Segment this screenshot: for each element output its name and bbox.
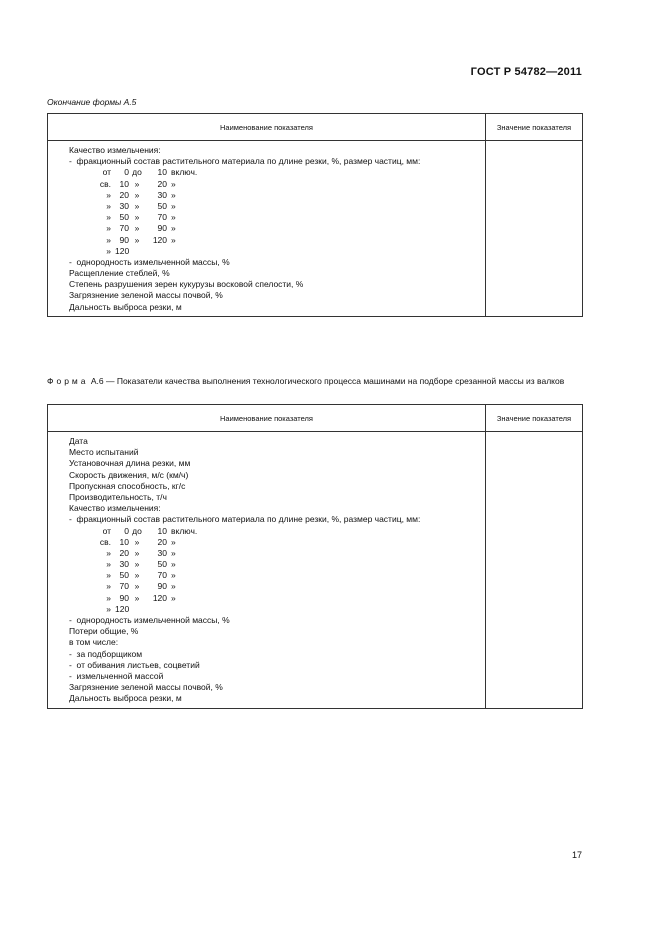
standard-code: ГОСТ Р 54782—2011 — [470, 66, 582, 78]
fraction-part: 50 — [157, 559, 167, 570]
indicator-list — [48, 141, 485, 316]
fraction-part: » — [171, 592, 176, 603]
indicator-line: Дальность выброса резки, м — [69, 693, 182, 704]
indicator-list — [48, 432, 485, 708]
fraction-row — [69, 570, 485, 581]
fraction-part: 30 — [157, 189, 167, 200]
indicator-line: в том числе: — [69, 637, 119, 648]
fraction-part: св. — [99, 178, 111, 189]
fraction-part: до — [132, 525, 142, 536]
page-number: 17 — [571, 850, 582, 860]
fraction-part: 10 — [157, 525, 167, 536]
fraction-part: » — [106, 603, 111, 614]
indicator-line: Загрязнение зеленой массы почвой, % — [69, 682, 223, 693]
column-header-name: Наименование показателя — [48, 114, 486, 141]
indicator-values-cell[interactable] — [486, 432, 583, 709]
fraction-part: » — [171, 200, 176, 211]
fraction-row — [69, 179, 485, 190]
fraction-part: 10 — [119, 536, 129, 547]
indicator-line: Степень разрушения зерен кукурузы восковой спелости, % — [69, 279, 304, 290]
fraction-part: » — [171, 178, 176, 189]
fraction-part: » — [106, 223, 111, 234]
fraction-part: 0 — [124, 525, 129, 536]
fraction-row — [69, 167, 485, 178]
fraction-part: 70 — [119, 223, 129, 234]
fraction-part: 120 — [115, 603, 130, 614]
fraction-part: » — [134, 559, 140, 570]
fraction-part: » — [171, 234, 176, 245]
indicator-values-cell[interactable] — [486, 141, 583, 317]
indicator-line: Качество измельчения: — [69, 145, 161, 155]
fraction-part: » — [134, 212, 140, 223]
indicator-line: Дата — [69, 436, 88, 446]
fraction-part: до — [132, 167, 142, 178]
fraction-part: от — [102, 167, 111, 178]
indicator-line: - фракционный состав растительного материала по длине резки, %, размер частиц, мм: — [69, 156, 421, 167]
indicator-line: - фракционный состав растительного материала по длине резки, %, размер частиц, мм: — [69, 514, 421, 525]
fraction-row — [69, 246, 485, 257]
fraction-row — [69, 235, 485, 246]
fraction-part: » — [134, 570, 140, 581]
fraction-part: 70 — [157, 570, 167, 581]
fraction-part: » — [106, 245, 111, 256]
fraction-row — [69, 201, 485, 212]
fraction-row — [69, 223, 485, 234]
fraction-part: » — [106, 592, 111, 603]
fraction-part: 20 — [119, 547, 129, 558]
form-a6-title — [47, 375, 582, 387]
fraction-part: » — [171, 559, 176, 570]
fraction-row — [69, 593, 485, 604]
fraction-part: » — [171, 189, 176, 200]
fraction-part: » — [171, 570, 176, 581]
fraction-row — [69, 581, 485, 592]
fraction-part: 120 — [152, 592, 167, 603]
table-header-row — [48, 114, 583, 141]
fraction-row — [69, 526, 485, 537]
fraction-part: » — [106, 570, 111, 581]
indicator-line: - однородность измельченной массы, % — [69, 615, 230, 625]
indicator-line: Расщепление стеблей, % — [69, 268, 170, 279]
fraction-part: включ. — [171, 525, 198, 536]
indicator-line: Установочная длина резки, мм — [69, 458, 191, 469]
fraction-part: 0 — [124, 167, 129, 178]
form-title-text: А.6 — Показатели качества выполнения технологического процесса машинами на подборе срезанной массы из валков — [88, 376, 565, 386]
fraction-part: 70 — [119, 581, 129, 592]
fraction-part: » — [106, 212, 111, 223]
fraction-part: 30 — [119, 559, 129, 570]
fraction-part: » — [134, 189, 140, 200]
fraction-part: св. — [99, 536, 111, 547]
table-header-row — [48, 405, 583, 432]
indicator-line: - от обивания листьев, соцветий — [69, 659, 200, 670]
fraction-part: 30 — [157, 547, 167, 558]
fraction-part: » — [171, 212, 176, 223]
fraction-row — [69, 212, 485, 223]
fraction-row — [69, 190, 485, 201]
continuation-caption: Окончание формы А.5 — [47, 97, 137, 107]
fraction-part: » — [106, 547, 111, 558]
fraction-row — [69, 548, 485, 559]
fraction-part: 10 — [119, 178, 129, 189]
fraction-part: 90 — [157, 581, 167, 592]
fraction-part: 20 — [119, 189, 129, 200]
column-header-value: Значение показателя — [486, 114, 583, 141]
fraction-part: » — [134, 536, 140, 547]
indicator-line: Место испытаний — [69, 447, 139, 458]
table-body-row — [48, 141, 583, 317]
fraction-part: 50 — [119, 212, 129, 223]
fraction-part: » — [171, 223, 176, 234]
fraction-part: 50 — [119, 570, 129, 581]
indicator-line: - однородность измельченной массы, % — [69, 256, 230, 267]
fraction-part: 120 — [152, 234, 167, 245]
fraction-part: от — [102, 525, 111, 536]
column-header-name: Наименование показателя — [48, 405, 486, 432]
column-header-value: Значение показателя — [486, 405, 583, 432]
fraction-part: » — [171, 581, 176, 592]
fraction-part: » — [134, 547, 140, 558]
fraction-part: » — [106, 189, 111, 200]
fraction-part: 50 — [157, 200, 167, 211]
fraction-part: 30 — [119, 200, 129, 211]
fraction-part: » — [134, 581, 140, 592]
form-word: Форма — [47, 376, 89, 386]
indicator-line: Пропускная способность, кг/с — [69, 480, 186, 491]
fraction-part: » — [134, 592, 140, 603]
indicator-line: Загрязнение зеленой массы почвой, % — [69, 290, 223, 301]
fraction-part: » — [134, 234, 140, 245]
fraction-row — [69, 604, 485, 615]
indicator-line: Потери общие, % — [69, 626, 139, 637]
fraction-part: » — [171, 536, 176, 547]
indicator-names-cell — [48, 141, 486, 317]
table-body-row — [48, 432, 583, 709]
fraction-part: » — [171, 547, 176, 558]
indicator-line: Дальность выброса резки, м — [69, 301, 182, 312]
fraction-row — [69, 537, 485, 548]
form-a6-table — [47, 404, 583, 709]
fraction-part: » — [106, 559, 111, 570]
fraction-part: включ. — [171, 167, 198, 178]
fraction-part: 10 — [157, 167, 167, 178]
indicator-line: Производительность, т/ч — [69, 491, 167, 502]
indicator-line: - за подборщиком — [69, 648, 143, 659]
fraction-part: 20 — [157, 536, 167, 547]
indicator-line: Качество измельчения: — [69, 503, 161, 514]
fraction-part: » — [106, 581, 111, 592]
fraction-part: 70 — [157, 212, 167, 223]
fraction-row — [69, 559, 485, 570]
indicator-names-cell — [48, 432, 486, 709]
indicator-line: - измельченной массой — [69, 670, 164, 681]
form-a5-table — [47, 113, 583, 317]
fraction-part: » — [134, 178, 140, 189]
fraction-part: 90 — [119, 234, 129, 245]
fraction-part: » — [106, 234, 111, 245]
fraction-part: » — [106, 200, 111, 211]
fraction-part: » — [134, 223, 140, 234]
fraction-part: 120 — [115, 245, 130, 256]
fraction-part: 90 — [119, 592, 129, 603]
indicator-line: Скорость движения, м/с (км/ч) — [69, 469, 189, 480]
fraction-part: 90 — [157, 223, 167, 234]
fraction-part: 20 — [157, 178, 167, 189]
fraction-part: » — [134, 200, 140, 211]
